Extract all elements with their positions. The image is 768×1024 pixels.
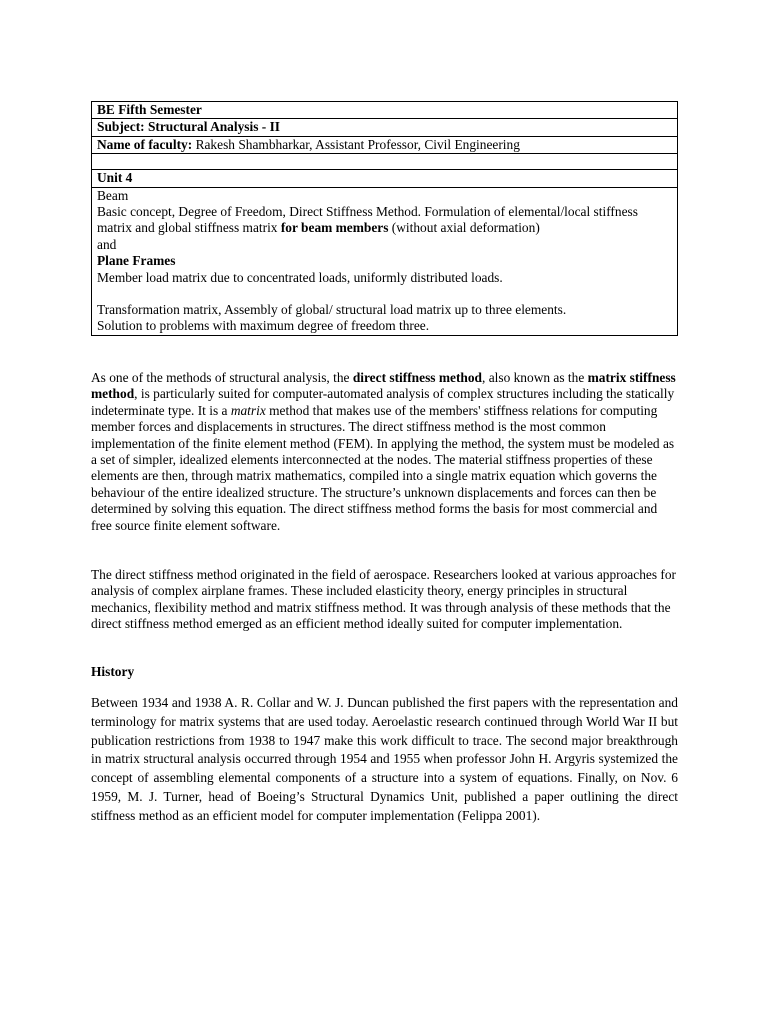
faculty-cell	[92, 136, 678, 153]
semester-cell: BE Fifth Semester	[92, 102, 678, 119]
history-paragraph: Between 1934 and 1938 A. R. Collar and W. J. Duncan published the first papers with the representation and terminology for matrix systems that are used today. Aeroelastic research continued through World War II but publication restrictions from 1938 to 1947 make this work difficult to trace. The second major breakthrough in matrix structural analysis occurred through 1954 and 1955 when professor John H. Argyris systemized the concept of assembling elemental components of a structure into a system of equations. Finally, on Nov. 6 1959, M. J. Turner, head of Boeing’s Structural Dynamics Unit, published a paper outlining the direct stiffness method as an efficient model for computer implementation (Felippa 2001).	[91, 695, 678, 823]
faculty-value: Rakesh Shambharkar, Assistant Professor, Civil Engineering	[195, 136, 520, 152]
syllabus-table	[91, 101, 678, 336]
faculty-label: Name of faculty:	[97, 136, 193, 152]
table-row-empty	[92, 154, 678, 170]
table-row	[92, 119, 678, 136]
and-text: and	[97, 236, 117, 252]
subject-cell: Subject: Structural Analysis - II	[92, 119, 678, 136]
origin-paragraph: The direct stiffness method originated in the field of aerospace. Researchers looked at various approaches for analysis of complex airplane frames. These included elasticity theory, energy principles in structural mechanics, flexibility method and matrix stiffness method. It was through analysis of these methods that the direct stiffness method emerged as an efficient method ideally suited for computer implementation.	[91, 567, 677, 632]
transformation-text: Transformation matrix, Assembly of global/ structural load matrix up to three elements.	[97, 302, 567, 318]
beam-label: Beam	[97, 187, 129, 203]
table-row	[92, 187, 678, 335]
member-load-text: Member load matrix due to concentrated loads, uniformly distributed loads.	[97, 269, 503, 285]
unit-cell: Unit 4	[92, 170, 678, 187]
history-heading: History	[91, 664, 135, 679]
plane-frames-heading: Plane Frames	[97, 253, 176, 269]
empty-cell	[92, 154, 678, 170]
beam-content: Basic concept, Degree of Freedom, Direct Stiffness Method. Formulation of elemental/local stiffness matrix and global stiffness matrix for beam members (without axial deformation)	[97, 204, 638, 236]
unit-content-cell	[92, 187, 678, 335]
intro-paragraph: As one of the methods of structural analysis, the direct stiffness method, also known as the matrix stiffness method, is particularly suited for computer-automated analysis of complex structures including the statically indeterminate type. It is a matrix method that makes use of the members' stiffness relations for computing member forces and displacements in structures. The direct stiffness method is the most common implementation of the finite element method (FEM). In applying the method, the system must be modeled as a set of simpler, idealized elements interconnected at the nodes. The material stiffness properties of these elements are then, through matrix mathematics, compiled into a single matrix equation which governs the behaviour of the entire idealized structure. The structure’s unknown displacements and forces can then be determined by solving this equation. The direct stiffness method forms the basis for most commercial and free source finite element software.	[91, 370, 676, 533]
solution-text: Solution to problems with maximum degree of freedom three.	[97, 318, 430, 334]
table-row	[92, 102, 678, 119]
table-row	[92, 136, 678, 153]
table-row	[92, 170, 678, 187]
